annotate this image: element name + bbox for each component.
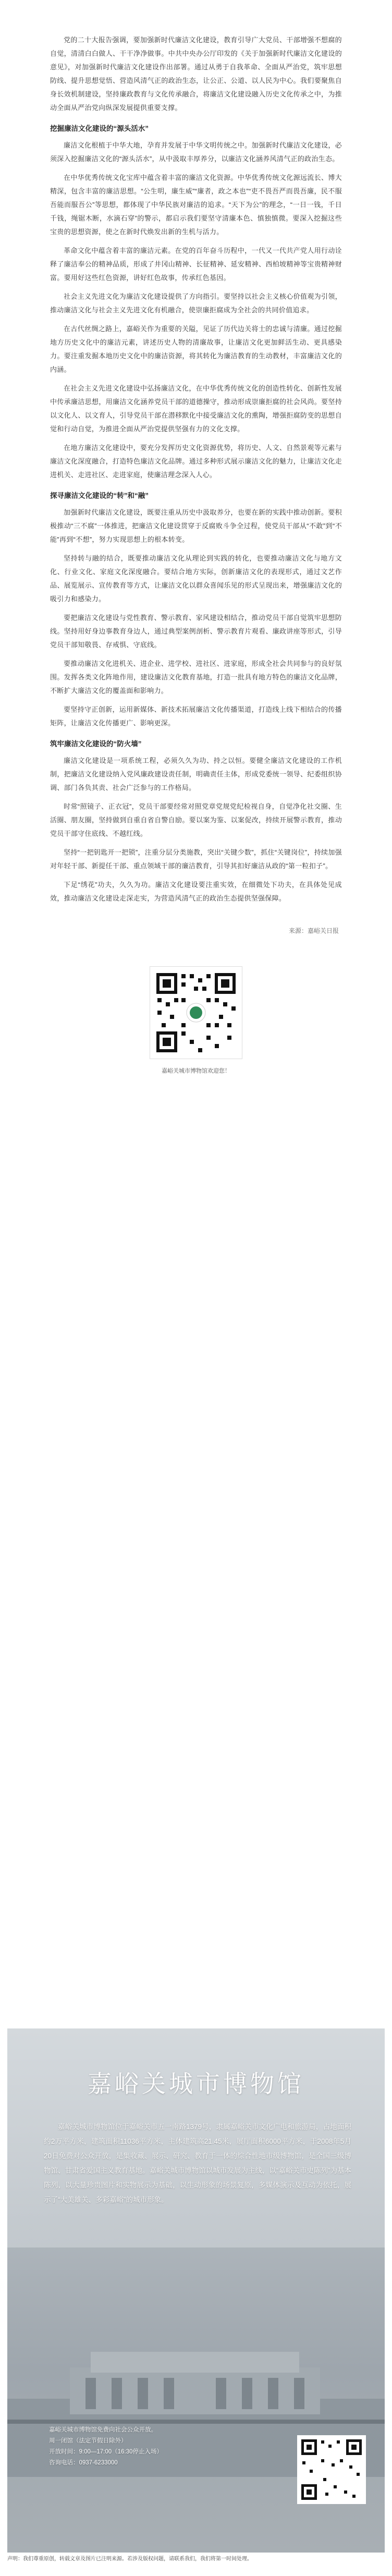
- info-line-hours: 开放时间：9:00—17:00（16:30停止入场）: [49, 2449, 163, 2455]
- section-3-paragraph: 廉洁文化建设是一项系统工程，必须久久为功、持之以恒。要健全廉洁文化建设的工作机制，把廉洁文化建设纳入党风廉政建设责任制，明确责任主体，形成党委统一领导、纪委组织协调、部门各负其责、社会广泛参与的工作格局。: [50, 757, 342, 792]
- section-1-paragraph: 在地方廉洁文化建设中，要充分发挥历史文化资源优势，将历史、人文、自然景观等元素与廉洁文化深度融合，打造特色廉洁文化品牌。通过多种形式展示廉洁文化的魅力，让廉洁文化走进机关、走进社区、走进家庭，使廉洁理念深入人心。: [50, 444, 342, 479]
- section-2-paragraph: 要坚持守正创新，运用新媒体、新技术拓展廉洁文化传播渠道，打造线上线下相结合的传播矩阵，让廉洁文化传播更广、影响更深。: [50, 706, 342, 727]
- section-2-paragraph: 加强新时代廉洁文化建设，既要注重从历史中汲取养分，也要在新的实践中推动创新。要积极推动“三不腐”一体推进，把廉洁文化建设贯穿于反腐败斗争全过程，使党员干部从“不敢”到“不能”再到“不想”，努力实现思想上的根本转变。: [50, 508, 342, 543]
- intro-section: [50, 33, 342, 115]
- promo-qr-graphic: [300, 2438, 363, 2501]
- wechat-qr-code[interactable]: [150, 966, 242, 1059]
- qr-code-graphic: [154, 971, 238, 1054]
- article-source: 来源：嘉峪关日报: [288, 927, 339, 934]
- section-1-body: [50, 139, 342, 482]
- section-heading-2: 探寻廉洁文化建设的“转”和“融”: [50, 492, 149, 500]
- promo-title: 嘉峪关城市博物馆: [88, 2071, 304, 2097]
- info-line-free: 嘉峪关城市博物馆免费向社会公众开放。: [49, 2427, 157, 2433]
- section-2-body: [50, 506, 342, 730]
- intro-paragraph: 党的二十大报告强调，要加强新时代廉洁文化建设，教育引导广大党员、干部增强不想腐的自觉，清清白白做人、干干净净做事。中共中央办公厅印发的《关于加强新时代廉洁文化建设的意见》，对加强新时代廉洁文化建设作出部署。通过从勇于自我革命、全面从严治党，筑牢思想防线、提升思想觉悟、营造风清气正的政治生态，让公正、公道、以人民为中心。我们要聚焦自身长效机制建设，坚持廉政教育与文化传承融合，将廉洁文化建设融入历史文化传承之中，为推动全面从严治党向纵深发展提供重要支撑。: [50, 36, 342, 112]
- section-2-paragraph: 要把廉洁文化建设与党性教育、警示教育、家风建设相结合，推动党员干部自觉筑牢思想防线。坚持用好身边事教育身边人，通过典型案例剖析、警示教育片观看、廉政讲座等形式，引导党员干部知敬畏、存戒惧、守底线。: [50, 614, 342, 649]
- section-3-paragraph: 坚持“一把钥匙开一把锁”，注重分层分类施教，突出“关键少数”，抓住“关键岗位”，持续加强对年轻干部、新提任干部、重点领域干部的廉洁教育，引导其扣好廉洁从政的“第一粒扣子”。: [50, 848, 342, 870]
- section-heading-3: 筑牢廉洁文化建设的“防火墙”: [50, 740, 142, 748]
- qr-caption: 嘉峪关城市博物馆欢迎您！: [162, 1068, 230, 1074]
- section-2-paragraph: 坚持转与融的结合，既要推动廉洁文化从理论到实践的转化，也要推动廉洁文化与地方文化、行业文化、家庭文化深度融合。要结合地方实际，创新廉洁文化的表现形式，通过文艺作品、展览展示、宣传教育等方式，让廉洁文化以群众喜闻乐见的形式呈现出来，增强廉洁文化的吸引力和感染力。: [50, 554, 342, 603]
- section-3-body: [50, 754, 342, 905]
- section-2-paragraph: 要推动廉洁文化进机关、进企业、进学校、进社区、进家庭，形成全社会共同参与的良好氛围。发挥各类文化阵地作用，建设廉洁文化教育基地，打造一批具有地方特色的廉洁文化品牌，不断扩大廉洁文化的覆盖面和影响力。: [50, 660, 342, 695]
- section-1-paragraph: 在古代丝绸之路上，嘉峪关作为重要的关隘，见证了历代边关将士的忠诚与清廉。通过挖掘地方历史文化中的廉洁元素，讲述历史人物的清廉故事，让廉洁文化更加鲜活生动、更具感染力。要注重发掘本地历史文化中的廉洁资源，将其转化为廉洁教育的生动教材，丰富廉洁文化的内涵。: [50, 325, 342, 373]
- section-1-paragraph: 革命文化中蕴含着丰富的廉洁元素。在党的百年奋斗历程中，一代又一代共产党人用行动诠释了廉洁奉公的精神品质，形成了井冈山精神、长征精神、延安精神、西柏坡精神等宝贵精神财富。要用好这些红色资源，讲好红色故事，传承红色基因。: [50, 247, 342, 282]
- section-heading-1: 挖掘廉洁文化建设的“源头活水”: [50, 125, 149, 132]
- promo-description: 嘉峪关城市博物馆位于嘉峪关市五一南路1379号，隶属嘉峪关市文化广电和旅游局，占地面积约2万平方米，建筑面积11036平方米，主体建筑高21.45米，展厅面积6000平方米，于2008年5月20日免费对公众开放，是集收藏、展示、研究、教育于一体的综合性地市级博物馆，是全国三级博物馆、甘肃省爱国主义教育基地。嘉峪关城市博物馆以城市发展为主线，以“嘉峪关市史陈列”为基本陈列，以大量珍贵图片和实物展示为基础，以生动形象的场景复原，多媒体演示及互动为依托，展示了“大美雄关、多彩嘉峪”的城市形象。: [44, 2123, 351, 2204]
- section-1-paragraph: 廉洁文化根植于中华大地，孕育并发展于中华文明传统之中。加强新时代廉洁文化建设，必须深入挖掘廉洁文化的“源头活水”，从中汲取丰厚养分，以廉洁文化涵养风清气正的政治生态。: [50, 141, 342, 163]
- section-1-paragraph: 社会主义先进文化为廉洁文化建设提供了方向指引。要坚持以社会主义核心价值观为引领，推动廉洁文化与社会主义先进文化有机融合，使崇廉拒腐成为全社会的共同价值追求。: [50, 293, 342, 314]
- promo-info: [49, 2425, 268, 2469]
- promo-qr-code[interactable]: [297, 2435, 366, 2504]
- section-1-paragraph: 在中华优秀传统文化宝库中蕴含着丰富的廉洁文化资源。中华优秀传统文化源远流长、博大精深，包含丰富的廉洁思想。“公生明，廉生威”“廉者，政之本也”“吏不畏吾严而畏吾廉，民不服吾能而服吾公”等思想，都体现了中华民族对廉洁的追求。“天下为公”的理念，“一日一钱，千日千钱，绳锯木断，水滴石穿”的警示，都启示我们要坚守清廉本色、慎独慎微。要深入挖掘这些宝贵的思想资源，使之在新时代焕发出新的生机与活力。: [50, 174, 342, 236]
- museum-promo-banner: [7, 2028, 385, 2553]
- qr-section: [50, 966, 342, 1075]
- copyright-notice: 声明：我们尊重原创，转载文章及图片已注明来源。若涉及版权问题，请联系我们，我们将第一时间处理。: [7, 2556, 252, 2562]
- info-line-closed: 周一闭馆（法定节假日除外）: [49, 2438, 127, 2444]
- article: [0, 0, 392, 1075]
- section-3-paragraph: 时常“照镜子、正衣冠”，党员干部要经常对照党章党规党纪检视自身，自觉净化社交圈、生活圈、朋友圈，坚持做到自重自省自警自励。要以案为鉴、以案促改，持续开展警示教育，推动党员干部守住底线、不越红线。: [50, 803, 342, 837]
- section-3-paragraph: 下足“绣花”功夫，久久为功。廉洁文化建设要注重实效，在细微处下功夫，在具体处见成效，推动廉洁文化建设走深走实，为营造风清气正的政治生态提供坚强保障。: [50, 881, 342, 902]
- section-1-paragraph: 在社会主义先进文化建设中弘扬廉洁文化，在中华优秀传统文化的创造性转化、创新性发展中传承廉洁思想，用廉洁文化涵养党员干部的道德操守，推动形成崇廉拒腐的社会风尚。要坚持以文化人、以文育人，引导党员干部在潜移默化中接受廉洁文化的熏陶，增强拒腐防变的思想自觉和行动自觉，为推进全面从严治党提供坚强有力的文化支撑。: [50, 384, 342, 433]
- info-line-phone: 咨询电话：0937-6233000: [49, 2460, 118, 2466]
